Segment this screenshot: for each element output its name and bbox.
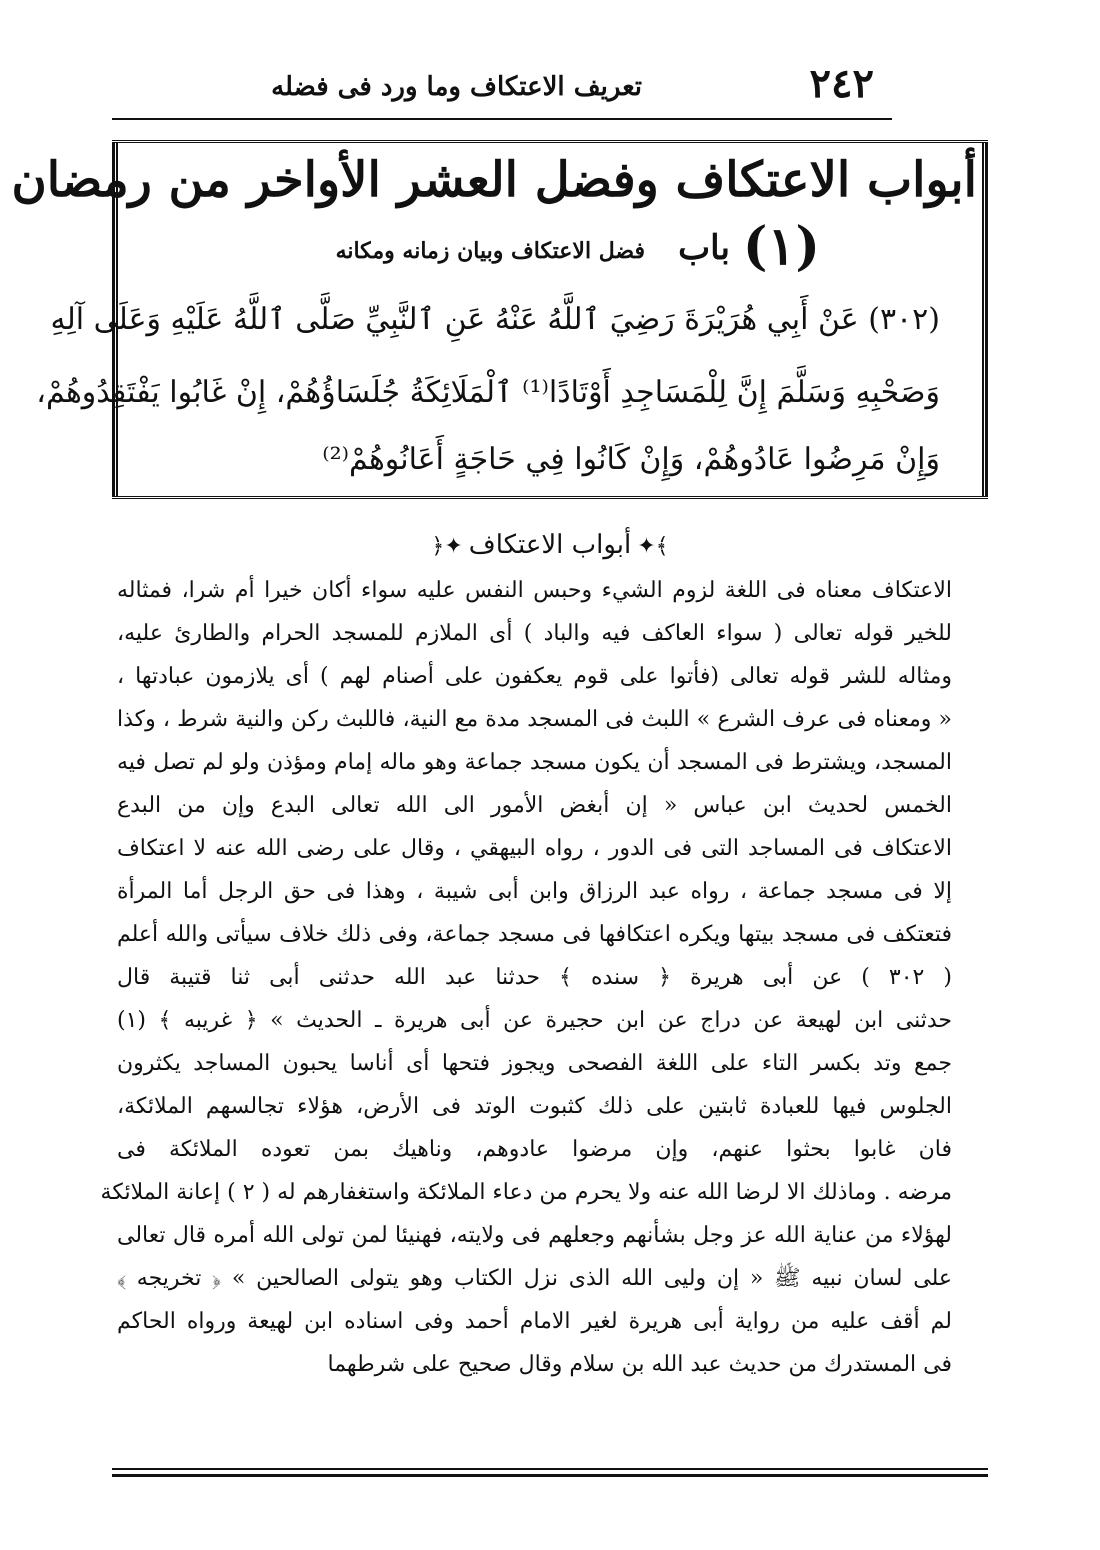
commentary-line: ( ٣٠٢ ) عن أبى هريرة ﴿ سنده ﴾ حدثنا عبد الله حدثنى أبى ثنا قتيبة قال [117,965,953,990]
running-header [112,62,892,120]
chapter-title: أبواب الاعتكاف وفضل العشر الأواخر من رمضان [11,152,977,208]
bottom-rule [112,1474,988,1477]
hadith-line: (٣٠٢) عَنْ أَبِي هُرَيْرَةَ رَضِيَ ٱللَّهُ عَنْهُ عَنِ ٱلنَّبِيِّ صَلَّى ٱللَّهُ عَلَيْهِ وَعَلَى آلِهِ [50,302,940,337]
commentary-line: لم أقف عليه من رواية أبى هريرة لغير الامام أحمد وفى اسناده ابن لهيعة ورواه الحاكم [117,1309,952,1334]
hadith-line: وَصَحْبِهِ وَسَلَّمَ إِنَّ لِلْمَسَاجِدِ أَوْتَادًا⁽¹⁾ ٱلْمَلَائِكَةُ جُلَسَاؤُهُمْ، إِنْ غَابُوا يَفْتَقِدُوهُمْ، [36,375,940,410]
bab-heading [300,216,820,282]
bab-word: باب [678,228,730,268]
commentary-line: الجلوس فيها للعبادة ثابتين على ذلك كثبوت الوتد فى الأرض، هؤلاء تجالسهم الملائكة، [117,1094,952,1119]
commentary-line: فان غابوا بحثوا عنهم، وإن مرضوا عادوهم، وناهيك بمن تعوده الملائكة فى [117,1137,952,1162]
commentary-line: لهؤلاء من عناية الله عز وجل بشأنهم وجعلهم فى ولايته، فهنيئا لمن تولى الله أمره قال تعالى [117,1223,952,1248]
commentary-line: « ومعناه فى عرف الشرع » اللبث فى المسجد مدة مع النية، فاللبث ركن والنية شرط ، وكذا [117,707,952,732]
bab-title: فضل الاعتكاف وبيان زمانه ومكانه [335,238,645,264]
ornament-right-icon: ﴾✦ [637,534,669,559]
commentary-line: ومثاله للشر قوله تعالى (فأتوا على قوم يعكفون على أصنام لهم ) أى يلازمون عبادتها ، [117,664,952,689]
bab-number: (١) [742,216,820,277]
commentary-line: إلا فى مسجد جماعة ، رواه عبد الرزاق وابن أبى شيبة ، وهذا فى حق الرجل أما المرأة [117,879,952,904]
commentary-heading [0,530,1100,560]
bottom-rule [112,1468,988,1470]
commentary-line: فى المستدرك من حديث عبد الله بن سلام وقال صحيح على شرطهما [327,1352,952,1377]
running-title: تعريف الاعتكاف وما ورد فى فضله [271,72,642,102]
frame-right-border [982,142,988,497]
commentary-line: الاعتكاف معناه فى اللغة لزوم الشيء وحبس النفس عليه سواء أكان خيرا أم شرا، فمثاله [117,578,952,603]
page-number: ٢٤٢ [809,60,874,107]
frame-top-rule [112,140,988,143]
frame-bottom-rule [112,496,988,499]
ornament-left-icon: ✦﴿ [431,534,463,559]
commentary-line: حدثنى ابن لهيعة عن دراج عن ابن حجيرة عن أبى هريرة ـ الحديث » ﴿ غريبه ﴾ (١) [117,1008,952,1033]
commentary-line: المسجد، ويشترط فى المسجد أن يكون مسجد جماعة وهو ماله إمام ومؤذن ولو لم تصل فيه [117,750,952,775]
commentary-line: للخير قوله تعالى ( سواء العاكف فيه والباد ) أى الملازم للمسجد الحرام والطارئ عليه، [117,621,952,646]
commentary-heading-text: أبواب الاعتكاف [468,530,632,560]
commentary-line: الخمس لحديث ابن عباس « إن أبغض الأمور الى الله تعالى البدع وإن من البدع [117,793,952,818]
commentary-line: على لسان نبيه ﷺ « إن وليى الله الذى نزل الكتاب وهو يتولى الصالحين » ﴿ تخريجه ﴾ [117,1266,952,1291]
hadith-line: وَإِنْ مَرِضُوا عَادُوهُمْ، وَإِنْ كَانُوا فِي حَاجَةٍ أَعَانُوهُمْ⁽²⁾ [322,442,940,477]
commentary-line: الاعتكاف فى المساجد التى فى الدور ، رواه البيهقي ، وقال على رضى الله عنه لا اعتكاف [117,836,952,861]
commentary-line: مرضه . وماذلك الا لرضا الله عنه ولا يحرم من دعاء الملائكة واستغفارهم له ( ٢ ) إعانة الملائكة [100,1180,952,1205]
commentary-line: فتعتكف فى مسجد بيتها ويكره اعتكافها فى مسجد جماعة، وفى ذلك خلاف سيأتى والله أعلم [117,922,952,947]
commentary-line: جمع وتد بكسر التاء على اللغة الفصحى ويجوز فتحها أى أناسا يحبون المساجد يكثرون [117,1051,952,1076]
